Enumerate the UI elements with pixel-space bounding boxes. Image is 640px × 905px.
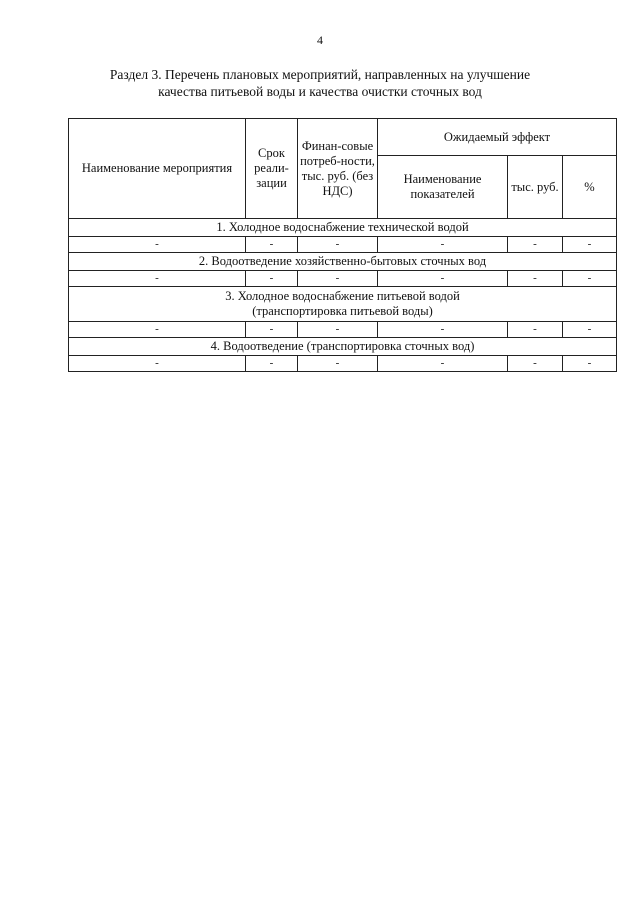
table-cell: - [378, 271, 508, 287]
header-percent: % [563, 156, 617, 219]
header-term: Срок реали-зации [246, 119, 298, 219]
table-cell: - [378, 237, 508, 253]
header-expected-effect: Ожидаемый эффект [378, 119, 617, 156]
table-cell: - [69, 322, 246, 338]
title-line-1: Раздел 3. Перечень плановых мероприятий, направленных на улучшение [109, 67, 531, 82]
table-cell: - [508, 271, 563, 287]
table-cell: - [563, 356, 617, 372]
table-cell: - [246, 322, 298, 338]
table-cell: - [298, 237, 378, 253]
table-cell: - [563, 322, 617, 338]
section-heading: 4. Водоотведение (транспортировка сточных вод) [69, 338, 617, 356]
table-cell: - [563, 237, 617, 253]
title-line-2: качества питьевой воды и качества очистки сточных вод [158, 84, 482, 99]
table-cell: - [298, 271, 378, 287]
table-cell: - [508, 237, 563, 253]
table-cell: - [378, 322, 508, 338]
table-cell: - [69, 237, 246, 253]
table-cell: - [298, 322, 378, 338]
header-measure-name: Наименование мероприятия [69, 119, 246, 219]
page-number: 4 [317, 33, 323, 47]
table-row [69, 356, 617, 372]
header-financial-needs: Финан-совые потреб-ности, тыс. руб. (без НДС) [298, 119, 378, 219]
section-heading: 2. Водоотведение хозяйственно-бытовых сточных вод [69, 253, 617, 271]
table-cell: - [69, 271, 246, 287]
table-cell: - [508, 322, 563, 338]
header-indicator-name: Наименование показателей [378, 156, 508, 219]
table-row [69, 237, 617, 253]
table-cell: - [246, 356, 298, 372]
table-cell: - [563, 271, 617, 287]
section-heading: 1. Холодное водоснабжение технической водой [69, 219, 617, 237]
table-cell: - [69, 356, 246, 372]
section-title [60, 66, 580, 100]
section-heading-title: 3. Холодное водоснабжение питьевой водой [225, 289, 460, 303]
header-thousand-rub: тыс. руб. [508, 156, 563, 219]
table-cell: - [378, 356, 508, 372]
section-heading [69, 287, 617, 322]
table-cell: - [508, 356, 563, 372]
section-heading-subtitle: (транспортировка питьевой воды) [252, 304, 433, 318]
table-cell: - [246, 237, 298, 253]
table-cell: - [298, 356, 378, 372]
measures-table [68, 118, 617, 372]
table-cell: - [246, 271, 298, 287]
table-row [69, 271, 617, 287]
table-row [69, 322, 617, 338]
